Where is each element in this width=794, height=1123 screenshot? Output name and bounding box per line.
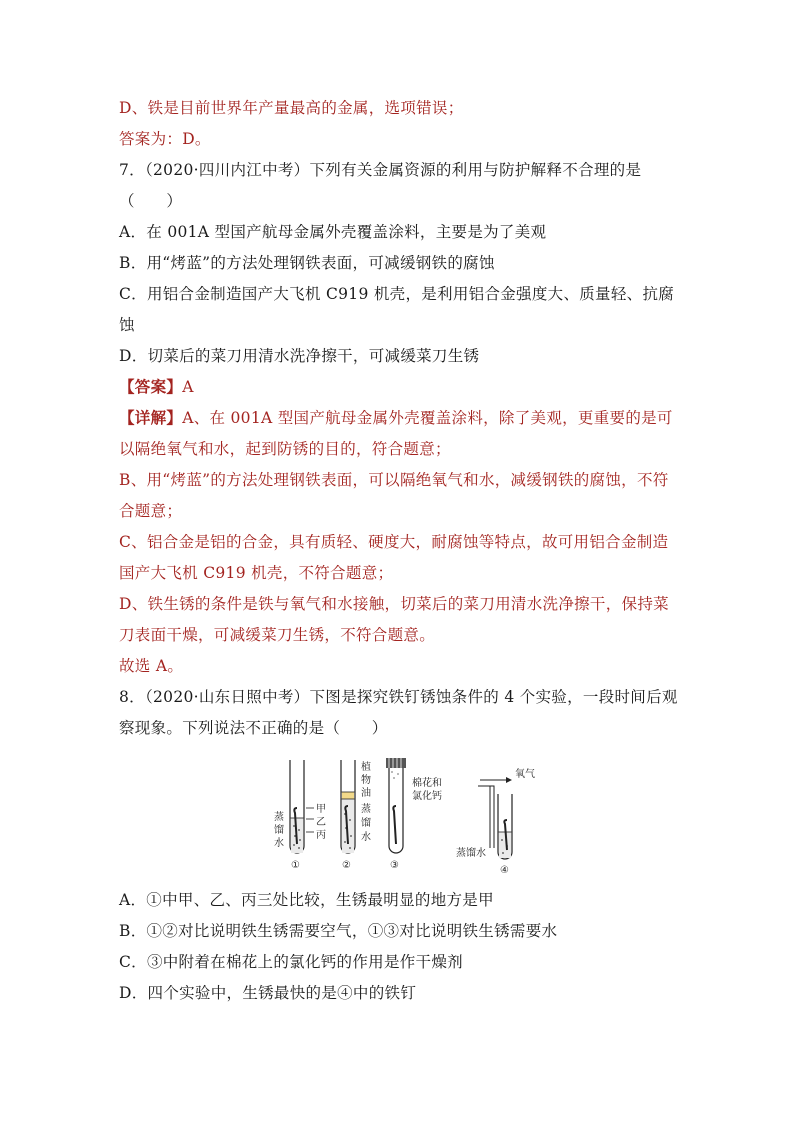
q7-stem-line1: 7．（2020·四川内江中考）下列有关金属资源的利用与防护解释不合理的是 bbox=[119, 161, 642, 179]
tube2-water-label-2: 馏 bbox=[361, 818, 371, 829]
q7-detail-line2: 以隔绝氧气和水，起到防锈的目的，符合题意； bbox=[119, 440, 451, 458]
veg-oil-label-2: 物 bbox=[361, 775, 371, 786]
q7-detail-line5: C、铝合金是铝的合金，具有质轻、硬度大，耐腐蚀等特点，故可用铝合金制造 bbox=[119, 533, 669, 551]
tube1-water-label-2: 馏 bbox=[274, 825, 284, 836]
oxygen-label: 氧气 bbox=[515, 769, 535, 780]
test-tube-3 bbox=[386, 758, 406, 853]
cotton-label-1: 棉花和 bbox=[412, 778, 442, 789]
figure-number-4: ④ bbox=[500, 865, 509, 874]
test-tube-1 bbox=[290, 760, 314, 853]
tube1-water-label-3: 水 bbox=[274, 838, 284, 849]
cotton-label-2: 氯化钙 bbox=[412, 791, 442, 802]
q7-option-b: B．用“烤蓝”的方法处理钢铁表面，可减缓钢铁的腐蚀 bbox=[119, 254, 495, 272]
tube1-water-label-1: 蒸 bbox=[274, 812, 284, 823]
q7-detail-line1 bbox=[119, 408, 673, 428]
q8-option-b: B．①②对比说明铁生锈需要空气，①③对比说明铁生锈需要水 bbox=[119, 922, 558, 940]
q7-conclusion: 故选 A。 bbox=[119, 657, 184, 675]
q7-option-d: D．切菜后的菜刀用清水洗净擦干，可减缓菜刀生锈 bbox=[119, 347, 480, 365]
rust-experiment-figure bbox=[268, 756, 568, 874]
q7-stem-line2: （ ） bbox=[119, 192, 183, 210]
label-jia: 甲 bbox=[316, 804, 326, 815]
figure-number-3: ③ bbox=[390, 860, 399, 871]
q7-option-c-line2: 蚀 bbox=[119, 316, 135, 334]
answer-tag: 【答案】 bbox=[119, 377, 183, 396]
q7-answer bbox=[119, 377, 194, 397]
prev-answer: 答案为：D。 bbox=[119, 130, 211, 148]
veg-oil-label-3: 油 bbox=[361, 788, 371, 799]
q8-option-a: A．①中甲、乙、丙三处比较，生锈最明显的地方是甲 bbox=[119, 891, 494, 909]
q8-option-d: D．四个实验中，生锈最快的是④中的铁钉 bbox=[119, 984, 417, 1002]
q7-option-c-line1: C．用铝合金制造国产大飞机 C919 机壳，是利用铝合金强度大、质量轻、抗腐 bbox=[119, 285, 675, 303]
q7-detail-line8: 刀表面干燥，可减缓菜刀生锈，不符合题意。 bbox=[119, 626, 436, 644]
q8-stem-line2: 察现象。下列说法不正确的是（ ） bbox=[119, 719, 388, 737]
prev-option-d: D、铁是目前世界年产量最高的金属，选项错误； bbox=[119, 99, 464, 117]
q7-option-a: A．在 001A 型国产航母金属外壳覆盖涂料，主要是为了美观 bbox=[119, 223, 547, 241]
detail-text: A、在 001A 型国产航母金属外壳覆盖涂料，除了美观，更重要的是可 bbox=[182, 409, 673, 427]
q8-stem-line1: 8．（2020·山东日照中考）下图是探究铁钉锈蚀条件的 4 个实验，一段时间后观 bbox=[119, 688, 678, 706]
q7-detail-line7: D、铁生锈的条件是铁与氧气和水接触，切菜后的菜刀用清水洗净擦干，保持菜 bbox=[119, 595, 669, 613]
veg-oil-label-1: 植 bbox=[361, 762, 371, 773]
label-yi: 乙 bbox=[316, 817, 326, 828]
answer-value: A bbox=[182, 378, 194, 396]
label-bing: 丙 bbox=[316, 830, 326, 841]
figure-number-2: ② bbox=[342, 860, 351, 871]
test-tube-2 bbox=[341, 760, 355, 853]
q7-detail-line6: 国产大飞机 C919 机壳，不符合题意； bbox=[119, 564, 394, 582]
tube4-water-label: 蒸馏水 bbox=[456, 848, 486, 859]
figure-number-1: ① bbox=[291, 860, 300, 871]
q8-option-c: C．③中附着在棉花上的氯化钙的作用是作干燥剂 bbox=[119, 953, 463, 971]
q7-detail-line3: B、用“烤蓝”的方法处理钢铁表面，可以隔绝氧气和水，减缓钢铁的腐蚀，不符 bbox=[119, 471, 669, 489]
detail-tag: 【详解】 bbox=[119, 408, 183, 427]
test-tube-4 bbox=[478, 777, 512, 859]
tube2-water-label-1: 蒸 bbox=[361, 804, 371, 815]
tube2-water-label-3: 水 bbox=[361, 832, 371, 843]
q7-detail-line4: 合题意； bbox=[119, 502, 183, 520]
